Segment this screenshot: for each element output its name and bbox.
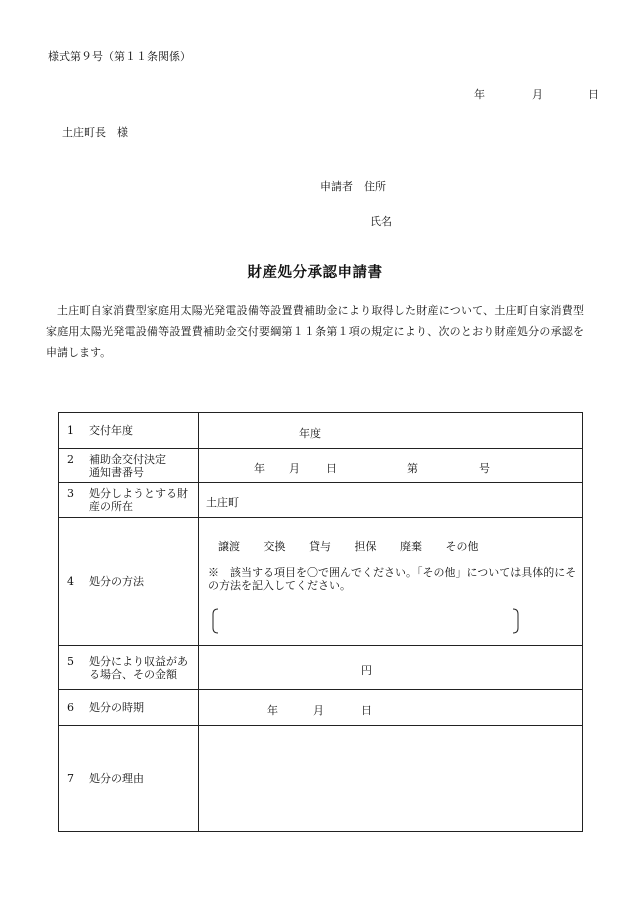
row-label-text: 処分の方法 <box>89 575 144 588</box>
row-number: 1 <box>67 424 74 437</box>
notice-no-prefix: 第 <box>407 462 418 475</box>
document-title: 財産処分承認申請書 <box>247 264 383 281</box>
disposal-year: 年 <box>267 704 278 717</box>
notice-year: 年 <box>254 462 265 475</box>
option-exchange[interactable]: 交換 <box>263 540 286 553</box>
method-options <box>218 538 499 554</box>
date-year: 年 <box>474 88 485 101</box>
disposal-reason-field[interactable] <box>199 726 583 832</box>
row-label <box>59 726 199 832</box>
disposal-day: 日 <box>361 704 372 717</box>
row-label <box>59 449 199 483</box>
table-row <box>59 449 583 483</box>
row-label <box>59 518 199 646</box>
disposal-month: 月 <box>313 704 324 717</box>
addressee: 土庄町長 様 <box>62 126 128 139</box>
row-label-text: 補助金交付決定通知書番号 <box>89 452 166 479</box>
applicant-address-label: 申請者 住所 <box>320 180 386 193</box>
notice-day: 日 <box>326 462 337 475</box>
location-prefix: 土庄町 <box>206 496 239 509</box>
notice-month: 月 <box>289 462 300 475</box>
row-number: 6 <box>67 701 74 714</box>
row-number: 3 <box>67 487 74 500</box>
applicant-name-label: 氏名 <box>370 215 392 228</box>
table-row <box>59 413 583 449</box>
submission-date <box>474 86 599 102</box>
date-day: 日 <box>588 88 599 101</box>
table-row <box>59 483 583 518</box>
row-label <box>59 483 199 518</box>
option-dispose[interactable]: 廃棄 <box>400 540 422 553</box>
date-month: 月 <box>532 88 543 101</box>
row-label <box>59 690 199 726</box>
row-label-text: 処分の時期 <box>89 701 144 714</box>
row-label-text: 処分しようとする財産の所在 <box>89 487 188 513</box>
row-number: 5 <box>67 654 74 668</box>
notice-number-field[interactable] <box>199 449 583 483</box>
option-transfer[interactable]: 譲渡 <box>218 540 240 553</box>
row-label-text: 処分により収益がある場合、その金額 <box>89 654 188 681</box>
option-collateral[interactable]: 担保 <box>354 540 377 553</box>
notice-no-suffix: 号 <box>479 462 490 475</box>
option-lend[interactable]: 貸与 <box>309 540 331 553</box>
option-other[interactable]: その他 <box>445 540 479 553</box>
fiscal-year-field[interactable] <box>199 413 583 449</box>
form-number: 様式第９号（第１１条関係） <box>48 50 191 63</box>
row-label-text: 交付年度 <box>89 424 133 437</box>
table-row <box>59 726 583 832</box>
table-row <box>59 518 583 646</box>
row-number: 7 <box>67 772 74 785</box>
table-row <box>59 690 583 726</box>
row-label <box>59 413 199 449</box>
row-number: 4 <box>67 575 74 588</box>
application-table <box>58 412 583 832</box>
row-number: 2 <box>67 452 74 466</box>
disposal-date-field[interactable] <box>199 690 583 726</box>
property-location-field[interactable] <box>199 483 583 518</box>
proceeds-amount-field[interactable] <box>199 646 583 690</box>
table-row <box>59 646 583 690</box>
method-note: ※ 該当する項目を〇で囲んでください。「その他」については具体的にその方法を記入してください。 <box>208 566 577 592</box>
fiscal-year-suffix: 年度 <box>299 427 321 440</box>
other-method-input[interactable] <box>212 608 519 634</box>
row-label <box>59 646 199 690</box>
disposal-method-field <box>199 518 583 646</box>
row-label-text: 処分の理由 <box>89 772 144 785</box>
body-text: 土庄町自家消費型家庭用太陽光発電設備等設置費補助金により取得した財産について、土庄町自家消費型家庭用太陽光発電設備等設置費補助金交付要綱第１１条第１項の規定により、次のとおり財産処分の承認を申請します。 <box>46 304 584 359</box>
yen-unit: 円 <box>361 664 372 677</box>
